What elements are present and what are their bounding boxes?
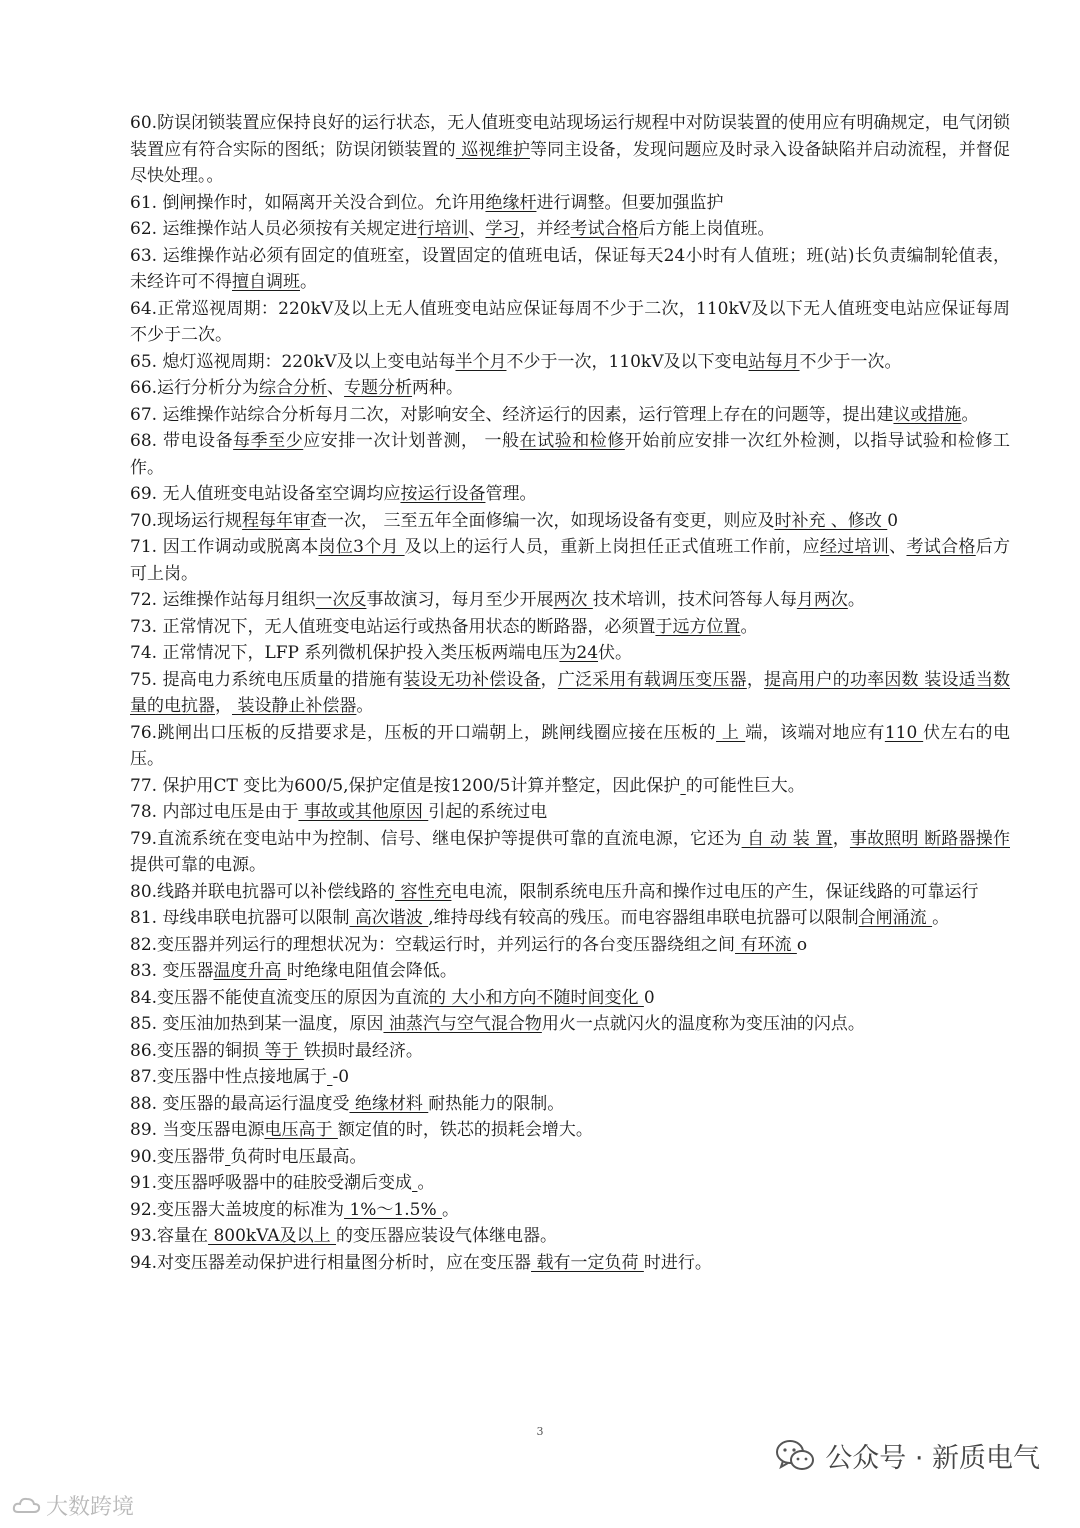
answer-blank: 等于: [259, 1040, 304, 1061]
question-item: [130, 190, 1010, 217]
question-text: 不少于一次。: [799, 351, 902, 372]
question-text: 76.跳闸出口压板的反措要求是，压板的开口端朝上，跳闸线圈应接在压板的: [130, 722, 717, 743]
question-item: [130, 932, 1010, 959]
question-text: -0: [332, 1067, 350, 1087]
page-number: 3: [536, 1425, 544, 1438]
question-text: ，并经: [519, 219, 571, 239]
question-text: 电电流，限制系统电压升高和操作过电压的产生，保证线路的可靠运行: [451, 881, 979, 902]
question-text: 及以上的运行人员，重新上岗担任正式值班工作前，应: [404, 537, 820, 557]
answer-blank: 800kVA及以上: [208, 1226, 337, 1246]
question-text: 65. 熄灯巡视周期：220kV及以上变电站每: [130, 351, 456, 372]
answer-blank: 专题分析: [344, 378, 413, 398]
question-item: [130, 402, 1010, 429]
question-text: 后方可上岗。: [130, 537, 1011, 584]
answer-blank: 岗位3个月: [318, 537, 405, 557]
question-text: 0: [887, 510, 899, 531]
question-text: 74. 正常情况下，LFP 系列微机保护投入类压板两端电压: [130, 643, 560, 663]
question-item: [130, 349, 1010, 376]
question-text: 78. 内部过电压是由于: [130, 802, 299, 822]
answer-blank: 巡视维护: [455, 139, 530, 160]
answer-blank: 提高用户的功率因数: [764, 669, 925, 690]
question-text: 91.变压器呼吸器中的硅胶受潮后变成: [130, 1173, 413, 1193]
answer-blank: 装设适当数量的电抗器: [130, 669, 1011, 716]
question-text: 。: [442, 1199, 460, 1220]
question-text: 75. 提高电力系统电压质量的措施有: [130, 669, 404, 690]
answer-blank: 为24: [559, 643, 599, 663]
question-text: 85. 变压油加热到某一温度，原因: [130, 1014, 384, 1034]
corner-label: 大数跨境: [46, 1495, 135, 1520]
question-item: [130, 1064, 1010, 1091]
question-item: [130, 296, 1010, 349]
answer-blank: 的 大小和方向不随时间变化: [429, 987, 644, 1008]
answer-blank: 断路器操作: [924, 828, 1010, 849]
question-text: 后方能上岗值班。: [638, 219, 775, 239]
answer-blank: 一次反: [315, 590, 367, 610]
question-text: 铁损时最经济。: [303, 1040, 423, 1061]
question-text: 时绝缘电阻值会降低。: [286, 961, 457, 981]
question-item: [130, 481, 1010, 508]
answer-blank: 广泛采用有载调压变压器: [557, 669, 747, 690]
question-text: ,维持母线有较高的残压。而电容器组串联电抗器可以限制: [428, 908, 859, 928]
question-item: [130, 879, 1010, 906]
wechat-watermark: [775, 1436, 1040, 1475]
question-text: 开始前应安排一次红外检测，以指导试验和检修工作。: [130, 431, 1010, 478]
answer-blank: 在试验和检修: [519, 431, 625, 451]
question-text: 用火一点就闪火的温度称为变压油的闪点。: [541, 1014, 865, 1034]
answer-blank: 程每年审: [242, 510, 311, 531]
answer-blank: 学习: [485, 219, 520, 239]
question-item: [130, 587, 1010, 614]
question-item: [130, 1038, 1010, 1065]
answer-blank: 议或措施: [893, 404, 962, 425]
question-text: 两种。: [412, 378, 464, 398]
answer-blank: 行培训: [417, 219, 469, 239]
question-item: [130, 428, 1010, 481]
answer-blank: 考试合格: [906, 537, 976, 557]
question-text: 92.变压器大盖坡度的标准为: [130, 1199, 345, 1220]
question-text: 81. 母线串联电抗器可以限制: [130, 908, 350, 928]
question-item: [130, 640, 1010, 667]
answer-blank: 站每月: [748, 351, 800, 372]
question-item: [130, 534, 1010, 587]
question-item: [130, 773, 1010, 800]
question-text: 额定值的时，铁芯的损耗会增大。: [337, 1120, 593, 1140]
question-text: 。: [932, 908, 950, 928]
question-text: 64.正常巡视周期：220kV及以上无人值班变电站应保证每周不少于二次，110kV及以下无人值班变电站应保证每周不少于二次。: [130, 298, 1010, 345]
question-item: [130, 1223, 1010, 1250]
question-text: 伏。: [598, 643, 633, 663]
answer-blank: 温度升高: [213, 961, 287, 981]
question-text: 管理。: [485, 484, 537, 504]
question-text: 不少于一次，110kV及以下变电: [506, 351, 749, 372]
question-text: 引起的系统过电: [428, 802, 548, 822]
question-text: 79.直流系统在变电站中为控制、信号、继电保护等提供可靠的直流电源，它还为: [130, 828, 742, 849]
question-text: 查一次， 三至五年全面修编一次，如现场设备有变更，则应及: [310, 510, 775, 531]
answer-blank: 110: [884, 722, 924, 743]
question-item: [130, 375, 1010, 402]
answer-blank: 绝缘杆: [485, 192, 537, 213]
question-text: 伏左右的电压。: [130, 722, 1010, 769]
answer-blank: 上: [716, 722, 746, 743]
question-text: 82.变压器并列运行的理想状况为：空载运行时，并列运行的各台变压器绕组之间: [130, 934, 736, 955]
answer-blank: 载有一定负荷: [531, 1252, 644, 1273]
question-text: 83. 变压器: [130, 961, 214, 981]
question-text: ，: [540, 669, 558, 690]
answer-blank: 于远方位置: [655, 616, 741, 637]
question-item: [130, 905, 1010, 932]
question-text: 94.对变压器差动保护进行相量图分析时，应在变压器: [130, 1252, 532, 1273]
answer-blank: 两次: [553, 590, 593, 610]
question-item: [130, 1011, 1010, 1038]
question-text: 93.容量在: [130, 1226, 209, 1246]
question-text: 87.变压器中性点接地属于: [130, 1067, 328, 1087]
answer-blank: 半个月: [455, 351, 507, 372]
question-text: 进行调整。但要加强监护: [536, 192, 724, 213]
question-text: 耐热能力的限制。: [428, 1093, 565, 1114]
answer-blank: 油蒸汽与空气混合物: [383, 1014, 542, 1034]
question-text: 提供可靠的电源。: [130, 855, 266, 875]
question-text: 63. 运维操作站必须有固定的值班室，设置固定的值班电话，保证每天24小时有人值班；班(站)长负责编制轮值表，未经许可不得: [130, 245, 1010, 292]
question-item: [130, 799, 1010, 826]
answer-blank: 装设无功补偿设备: [403, 669, 541, 690]
question-text: 事故演习，每月至少开展: [366, 590, 554, 610]
answer-blank: 电压高于: [264, 1120, 338, 1140]
question-item: [130, 1117, 1010, 1144]
answer-blank: 综合分析: [259, 378, 328, 398]
question-text: ，: [215, 696, 232, 716]
question-text: 。: [961, 404, 979, 425]
answer-blank: 装设静止补偿器: [232, 696, 357, 716]
wechat-label: 公众号 · 新质电气: [825, 1443, 1040, 1474]
question-text: 。: [740, 616, 758, 637]
question-list: [130, 110, 1010, 1276]
answer-blank: 自 动 装 置: [741, 828, 833, 849]
question-text: 70.现场运行规: [130, 510, 243, 531]
question-text: 73. 正常情况下，无人值班变电站运行或热备用状态的断路器，必须置: [130, 616, 656, 637]
question-item: [130, 243, 1010, 296]
question-text: 69. 无人值班变电站设备室空调均应: [130, 484, 401, 504]
answer-blank: 合闸涌流: [858, 908, 933, 928]
answer-blank: 有环流: [735, 934, 797, 955]
question-item: [130, 508, 1010, 535]
question-item: [130, 1170, 1010, 1197]
question-item: [130, 1091, 1010, 1118]
question-text: 的变压器应装设气体继电器。: [336, 1226, 558, 1246]
question-text: ，: [746, 669, 765, 690]
answer-blank: 每季至少: [233, 431, 304, 451]
answer-blank: 事故照明: [849, 828, 925, 849]
question-text: 、: [327, 378, 345, 398]
answer-blank: 高次谐波: [349, 908, 429, 928]
answer-blank: 考试合格: [570, 219, 639, 239]
question-text: 68. 带电设备: [130, 431, 234, 451]
question-text: 应安排一次计划普测， 一般: [303, 431, 520, 451]
question-text: 等同主设备，发现问题应及时录入设备缺陷并启动流程，并督促尽快处理。。: [130, 139, 1011, 186]
question-text: 。: [417, 1173, 435, 1193]
question-text: 61. 倒闸操作时，如隔离开关没合到位。允许用: [130, 192, 486, 213]
question-text: 、: [889, 537, 907, 557]
question-item: [130, 216, 1010, 243]
question-text: 0: [643, 987, 655, 1008]
answer-blank: 容性充: [395, 881, 452, 902]
question-item: [130, 985, 1010, 1012]
question-text: 62. 运维操作站人员必须按有关规定进: [130, 219, 418, 239]
question-text: 60.防误闭锁装置应保持良好的运行状态，无人值班变电站现场运行规程中对防误装置的使用应有明确规定，电气闭锁装置应有符合实际的图纸；防误闭锁装置的: [130, 113, 1010, 160]
question-item: [130, 667, 1010, 720]
question-item: [130, 826, 1010, 879]
corner-watermark: [12, 1490, 134, 1521]
question-text: 86.变压器的铜损: [130, 1040, 260, 1061]
question-text: 77. 保护用CT 变比为600/5,保护定值是按1200/5计算并整定，因此保护: [130, 775, 681, 796]
question-item: [130, 1250, 1010, 1277]
answer-blank: 事故或其他原因: [298, 802, 429, 822]
question-text: o: [796, 934, 808, 955]
cloud-logo-icon: [12, 1494, 42, 1518]
question-item: [130, 1144, 1010, 1171]
question-text: 66.运行分析分为: [130, 378, 260, 398]
answer-blank: 绝缘材料: [349, 1093, 429, 1114]
question-item: [130, 614, 1010, 641]
question-text: 、: [468, 219, 486, 239]
question-text: 。: [356, 696, 374, 716]
question-text: 90.变压器带: [130, 1146, 226, 1167]
answer-blank: 按运行设备: [400, 484, 486, 504]
question-text: 负荷时电压最高。: [230, 1146, 367, 1167]
question-text: 的可能性巨大。: [685, 775, 805, 796]
question-text: 89. 当变压器电源: [130, 1120, 265, 1140]
question-text: 72. 运维操作站每月组织: [130, 590, 316, 610]
question-text: 技术培训，技术问答每人每: [592, 590, 797, 610]
question-text: 84.变压器不能使直流变压的原因为直流: [130, 987, 430, 1008]
question-text: 80.线路并联电抗器可以补偿线路的: [130, 881, 396, 902]
question-item: [130, 1197, 1010, 1224]
answer-blank: 时补充 、修改: [774, 510, 888, 531]
question-text: 88. 变压器的最高运行温度受: [130, 1093, 350, 1114]
wechat-icon: [775, 1439, 815, 1473]
question-text: 67. 运维操作站综合分析每月二次，对影响安全、经济运行的因素，运行管理上存在的问题等，提出建: [130, 404, 894, 425]
question-item: [130, 110, 1010, 190]
question-text: 。: [300, 272, 317, 292]
question-text: ，: [832, 828, 850, 849]
question-text: 71. 因工作调动或脱离本: [130, 537, 319, 557]
answer-blank: 月两次: [796, 590, 848, 610]
answer-blank: 1%～1.5%: [344, 1199, 443, 1220]
question-text: 时进行。: [643, 1252, 712, 1273]
question-item: [130, 958, 1010, 985]
question-item: [130, 720, 1010, 773]
answer-blank: 经过培训: [819, 537, 890, 557]
answer-blank: 擅自调班: [232, 272, 300, 292]
question-text: 端，该端对地应有: [745, 722, 885, 743]
question-text: 。: [847, 590, 865, 610]
